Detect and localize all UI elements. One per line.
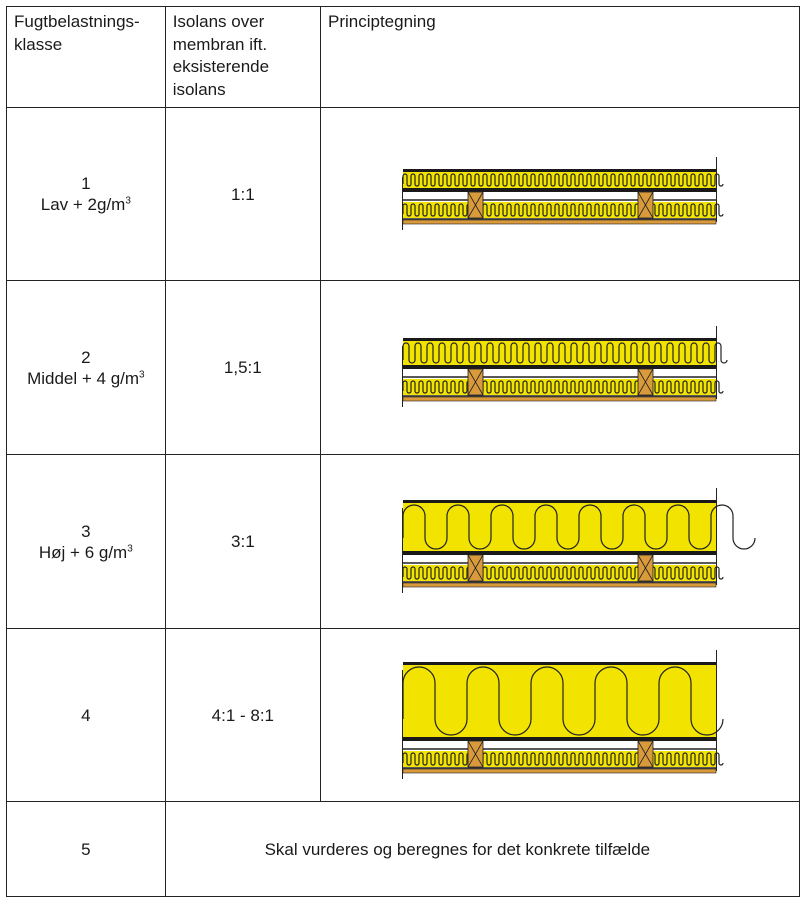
class-2-drawing bbox=[321, 281, 799, 454]
header-drawing: Principtegning bbox=[320, 7, 799, 108]
vapour-membrane bbox=[403, 188, 716, 192]
header-ratio: Isolans over membran ift. eksisterende isolans bbox=[165, 7, 320, 108]
class-4-drawing bbox=[321, 629, 799, 801]
unit-exponent: 3 bbox=[139, 368, 145, 380]
table-row bbox=[7, 108, 800, 281]
class-number: 1 bbox=[81, 174, 91, 193]
ratio-cell: 4:1 - 8:1 bbox=[165, 629, 320, 802]
ratio-cell: 1:1 bbox=[165, 108, 320, 281]
unit-exponent: 3 bbox=[127, 542, 133, 554]
unit-exponent: 3 bbox=[125, 195, 131, 207]
header-row bbox=[7, 7, 800, 108]
ceiling-board bbox=[403, 769, 716, 773]
table-row bbox=[7, 455, 800, 629]
ceiling-board bbox=[403, 220, 716, 224]
class-cell bbox=[7, 281, 166, 455]
ceiling-board bbox=[403, 397, 716, 401]
class-label: Middel + 4 g/m bbox=[27, 368, 140, 388]
ratio-cell: 3:1 bbox=[165, 455, 320, 629]
class-cell bbox=[7, 629, 166, 802]
class-cell bbox=[7, 455, 166, 629]
ceiling-board bbox=[403, 583, 716, 587]
existing-insulation-pattern bbox=[403, 204, 723, 216]
existing-insulation-pattern bbox=[403, 381, 723, 393]
class-label: Høj + 6 g/m bbox=[38, 542, 128, 562]
drawing-cell bbox=[320, 629, 799, 802]
class-cell: 5 bbox=[7, 802, 166, 897]
table-row bbox=[7, 629, 800, 802]
ratio-cell: 1,5:1 bbox=[165, 281, 320, 455]
new-insulation-pattern bbox=[403, 174, 723, 186]
class-number: 3 bbox=[81, 521, 91, 541]
drawing-cell bbox=[320, 455, 799, 629]
top-membrane bbox=[403, 500, 716, 503]
class-1-drawing bbox=[321, 108, 799, 280]
vapour-membrane bbox=[403, 737, 716, 741]
class-number: 2 bbox=[81, 347, 91, 367]
vapour-membrane bbox=[403, 365, 716, 369]
top-membrane bbox=[403, 662, 716, 665]
note-cell: Skal vurderes og beregnes for det konkrete tilfælde bbox=[165, 802, 799, 897]
class-number: 4 bbox=[81, 705, 91, 725]
existing-insulation-pattern bbox=[403, 753, 723, 765]
existing-insulation-pattern bbox=[403, 567, 723, 579]
class-3-drawing bbox=[321, 455, 799, 628]
drawing-cell bbox=[320, 108, 799, 281]
header-class: Fugtbelastnings- klasse bbox=[7, 7, 166, 108]
class-cell bbox=[7, 108, 166, 281]
table-row bbox=[7, 802, 800, 897]
moisture-class-table bbox=[6, 6, 800, 897]
new-insulation-pattern bbox=[403, 343, 727, 363]
drawing-cell bbox=[320, 281, 799, 455]
vapour-membrane bbox=[403, 551, 716, 555]
new-insulation bbox=[403, 665, 716, 737]
top-membrane bbox=[403, 169, 716, 172]
top-membrane bbox=[403, 338, 716, 341]
class-label: Lav + 2g/m bbox=[40, 195, 126, 214]
table-row bbox=[7, 281, 800, 455]
